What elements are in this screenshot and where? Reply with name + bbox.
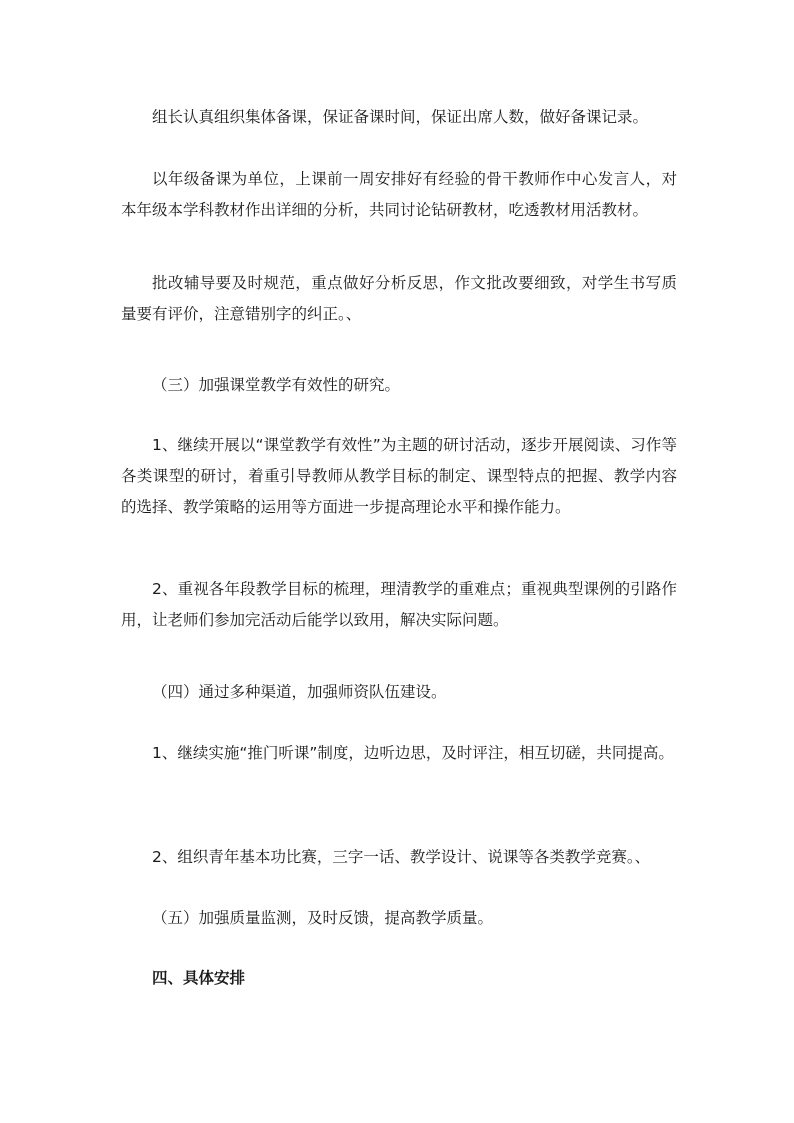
paragraph-lesson-prep: 组长认真组织集体备课，保证备课时间，保证出席人数，做好备课记录。 bbox=[152, 108, 649, 126]
heading-part-4: 四、具体安排 bbox=[152, 969, 246, 987]
paragraph-grade-prep: 以年级备课为单位，上课前一周安排好有经验的骨干教师作中心发言人，对本年级本学科教材作出详细的分析，共同讨论钻研教材，吃透教材用活教材。 bbox=[121, 170, 677, 219]
heading-section-5: （五）加强质量监测，及时反馈，提高教学质量。 bbox=[152, 909, 494, 927]
paragraph-section-3-item-2: 2、重视各年段教学目标的梳理，理清教学的重难点；重视典型课例的引路作用，让老师们参加完活动后能学以致用，解决实际问题。 bbox=[121, 580, 677, 629]
paragraph-section-3-item-1: 1、继续开展以“课堂教学有效性”为主题的研讨活动，逐步开展阅读、习作等各类课型的研讨，着重引导教师从教学目标的制定、课型特点的把握、教学内容的选择、教学策略的运用等方面进一步提高理论水平和操作能力。 bbox=[121, 436, 677, 516]
paragraph-grading: 批改辅导要及时规范，重点做好分析反思，作文批改要细致，对学生书写质量要有评价，注意错别字的纠正。、 bbox=[121, 274, 677, 323]
heading-section-4: （四）通过多种渠道，加强师资队伍建设。 bbox=[152, 683, 447, 701]
heading-section-3: （三）加强课堂教学有效性的研究。 bbox=[152, 376, 401, 394]
paragraph-section-4-item-2: 2、组织青年基本功比赛，三字一话、教学设计、说课等各类教学竞赛。、 bbox=[152, 848, 651, 866]
paragraph-section-4-item-1: 1、继续实施“推门听课”制度，边听边思，及时评注，相互切磋，共同提高。 bbox=[152, 744, 674, 762]
